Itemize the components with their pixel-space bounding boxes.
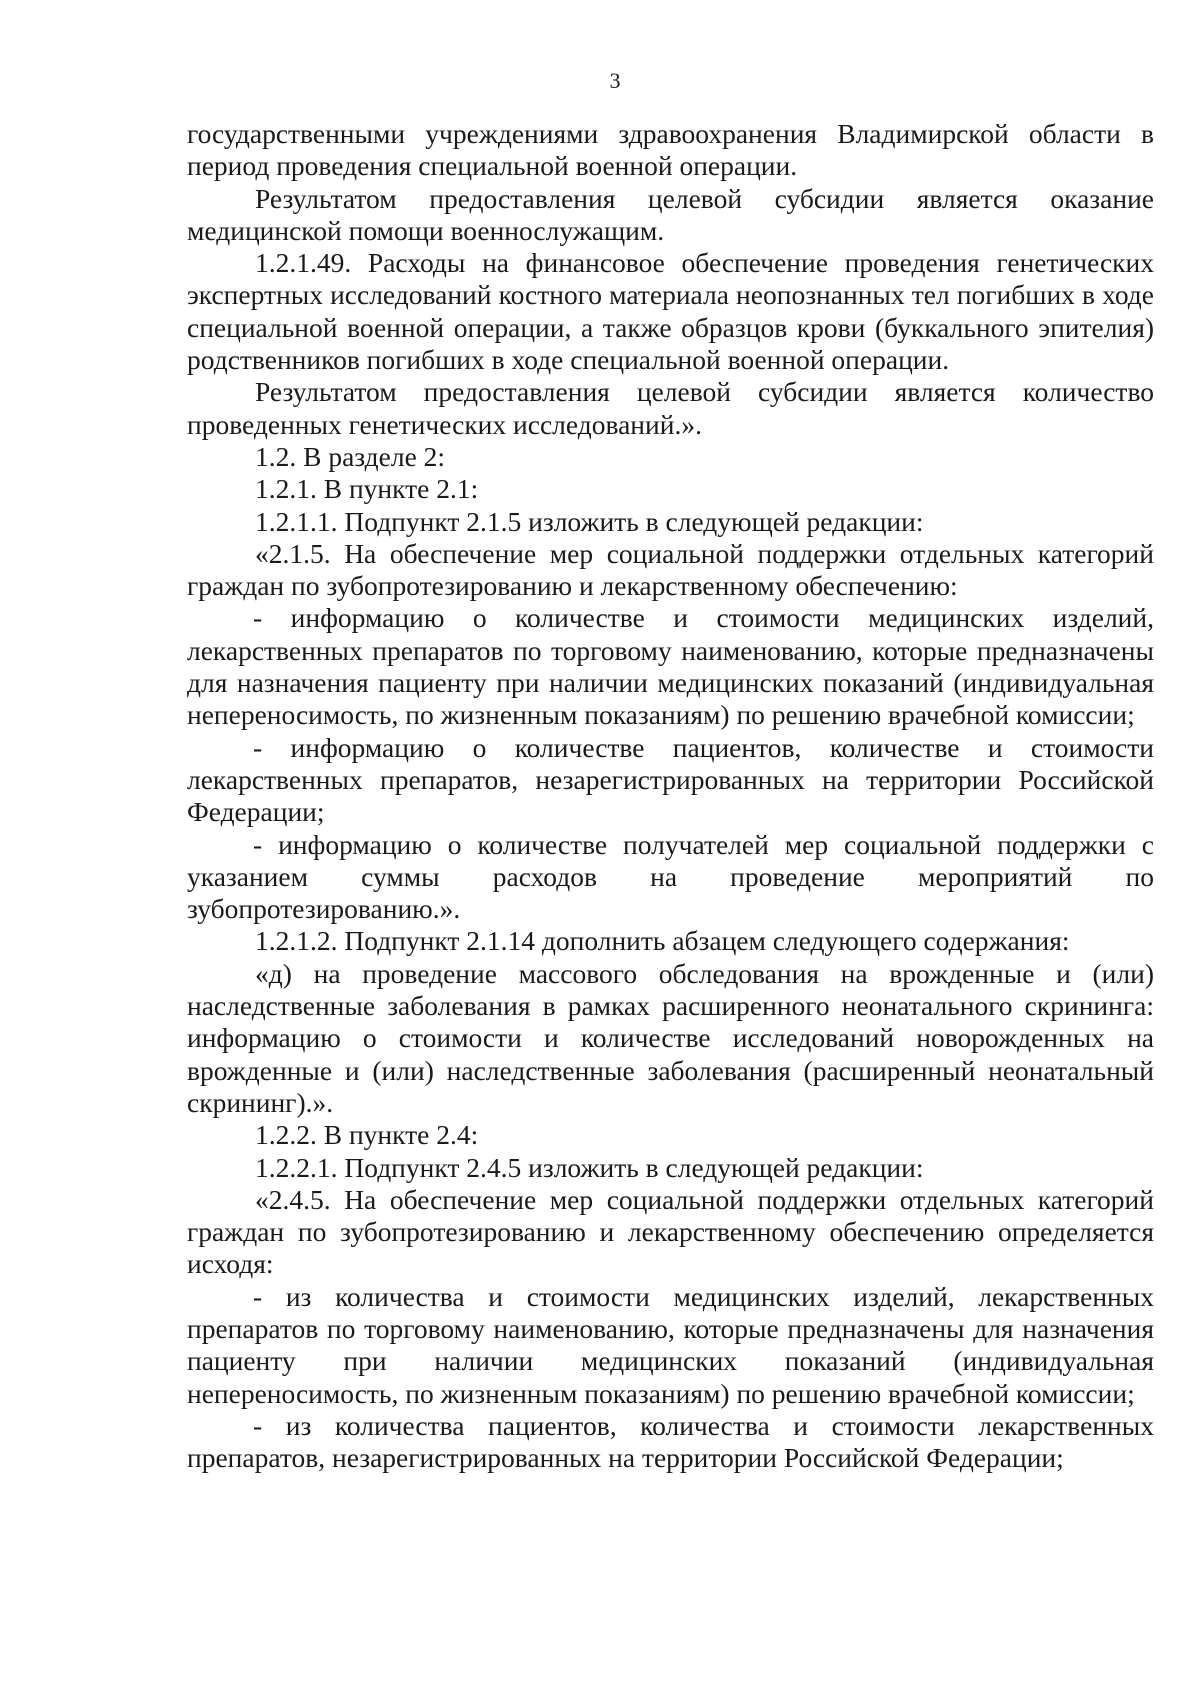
paragraph: 1.2.2.1. Подпункт 2.4.5 изложить в следующей редакции: [255, 1151, 924, 1183]
paragraph: Результатом предоставления целевой субсидии является оказание медицинской помощи военнослужащим. [187, 182, 1154, 246]
paragraph: государственными учреждениями здравоохранения Владимирской области в период проведения специальной военной операции. [187, 118, 1154, 182]
list-item: - из количества пациентов, количества и стоимости лекарственных препаратов, незарегистрированных на территории Российской Федерации; [187, 1409, 1154, 1474]
paragraph: 1.2.1.1. Подпункт 2.1.5 изложить в следующей редакции: [255, 505, 924, 537]
paragraph: «2.1.5. На обеспечение мер социальной поддержки отдельных категорий граждан по зубопротезированию и лекарственному обеспечению: [187, 537, 1154, 602]
paragraph: 1.2.1.49. Расходы на финансовое обеспечение проведения генетических экспертных исследований костного материала неопознанных тел погибших в ходе специальной военной операции, а также образцов крови (буккального эпителия) родственников погибших в ходе специальной военной операции. [187, 247, 1154, 376]
paragraph: 1.2.1. В пункте 2.1: [255, 473, 479, 505]
list-item: - информацию о количестве пациентов, количестве и стоимости лекарственных препаратов, незарегистрированных на территории Российской Федерации; [187, 731, 1154, 828]
document-body [187, 118, 1154, 1474]
paragraph: «2.4.5. На обеспечение мер социальной поддержки отдельных категорий граждан по зубопротезированию и лекарственному обеспечению определяется исходя: [187, 1183, 1154, 1280]
paragraph: 1.2.1.2. Подпункт 2.1.14 дополнить абзацем следующего содержания: [255, 925, 1070, 957]
paragraph: 1.2. В разделе 2: [255, 440, 446, 472]
list-item: - из количества и стоимости медицинских изделий, лекарственных препаратов по торговому наименованию, которые предназначены для назначения пациенту при наличии медицинских показаний (индивидуальная непереносимость, по жизненным показаниям) по решению врачебной комиссии; [187, 1280, 1154, 1409]
paragraph: «д) на проведение массового обследования на врожденные и (или) наследственные заболевания в рамках расширенного неонатального скрининга: информацию о стоимости и количестве исследований новорожденных на врожденные и (или) наследственные заболевания (расширенный неонатальный скрининг).». [187, 957, 1154, 1118]
paragraph: 1.2.2. В пункте 2.4: [255, 1119, 479, 1151]
list-item: - информацию о количестве и стоимости медицинских изделий, лекарственных препаратов по торговому наименованию, которые предназначены для назначения пациенту при наличии медицинских показаний (индивидуальная непереносимость, по жизненным показаниям) по решению врачебной комиссии; [187, 602, 1154, 731]
paragraph: Результатом предоставления целевой субсидии является количество проведенных генетических исследований.». [187, 376, 1154, 440]
list-item: - информацию о количестве получателей мер социальной поддержки с указанием суммы расходов на проведение мероприятий по зубопротезированию.». [187, 828, 1154, 925]
page-number: 3 [609, 68, 621, 93]
